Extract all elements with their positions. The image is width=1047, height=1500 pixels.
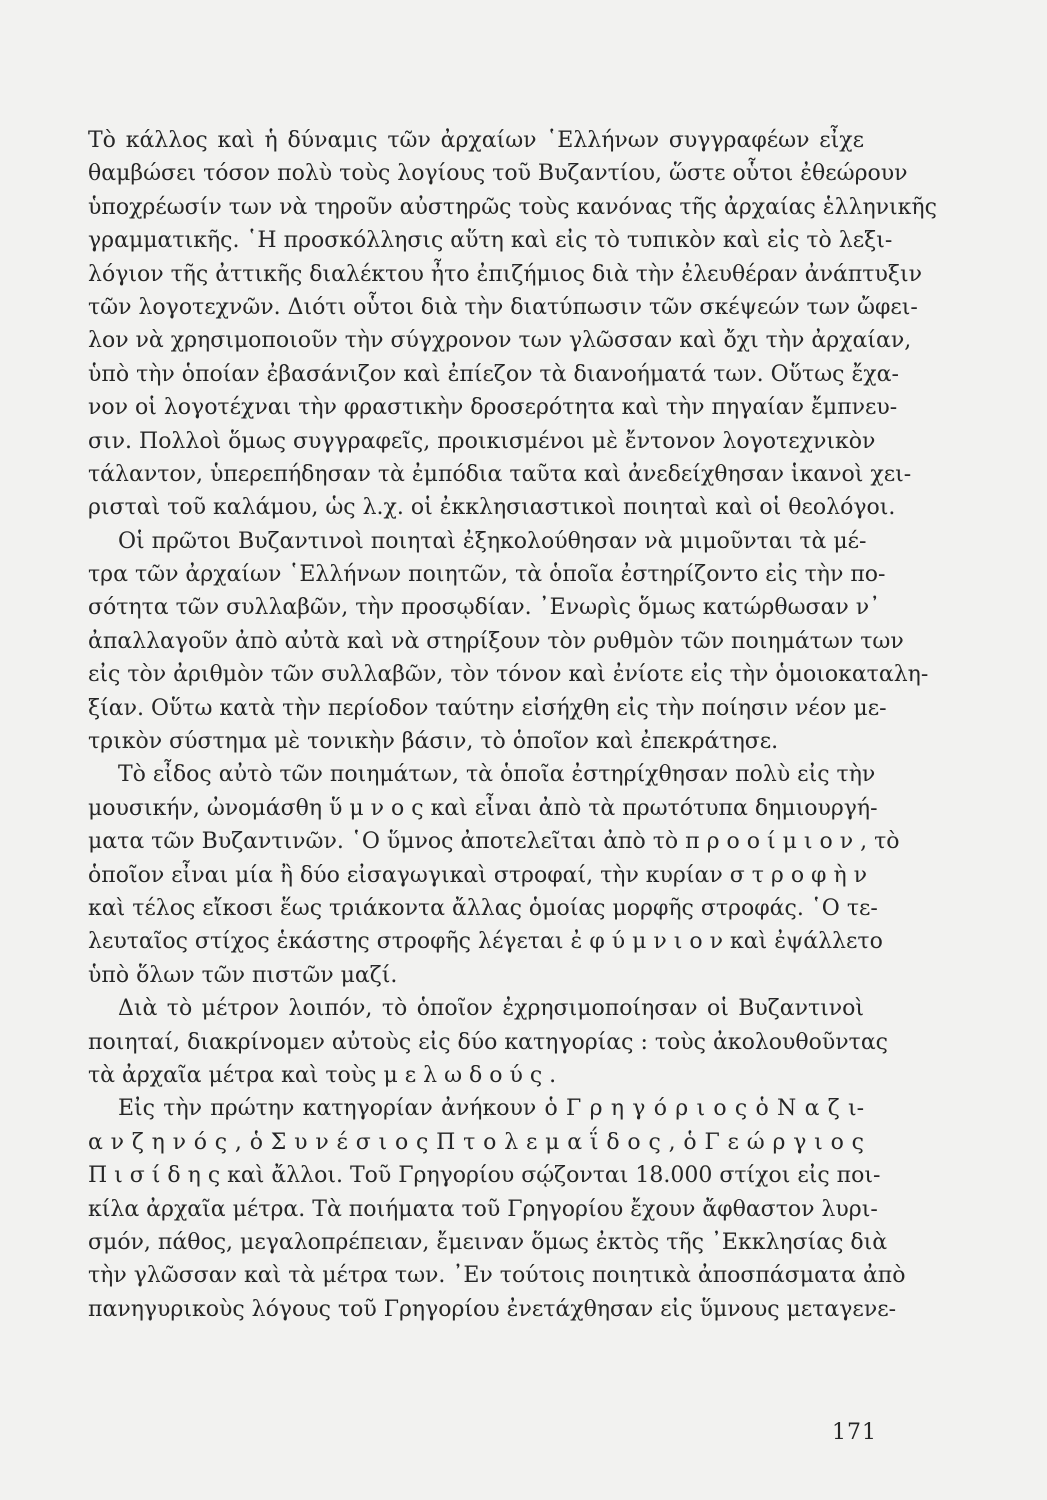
text-line: σιν. Πολλοὶ ὅμως συγγραφεῖς, προικισμένοι μὲ ἔντονον λογοτεχνικὸν (88, 428, 876, 454)
text-line: ματα τῶν Βυζαντινῶν. ῾Ο ὕμνος ἀποτελεῖται ἀπὸ τὸ π ρ ο ο ί μ ι ο ν , τὸ (88, 829, 900, 855)
text-line: θαμβώσει τόσον πολὺ τοὺς λογίους τοῦ Βυζαντίου, ὥστε οὗτοι ἐθεώρουν (88, 161, 908, 187)
text-line: ὑπὸ ὅλων τῶν πιστῶν μαζί. (88, 962, 398, 988)
text-line: κίλα ἀρχαῖα μέτρα. Τὰ ποιήματα τοῦ Γρηγορίου ἔχουν ἄφθαστον λυρι- (88, 1196, 878, 1222)
text-line: νον οἱ λογοτέχναι τὴν φραστικὴν δροσερότητα καὶ τὴν πηγαίαν ἔμπνευ- (88, 395, 898, 421)
text-line: τρα τῶν ἀρχαίων ῾Ελλήνων ποιητῶν, τὰ ὁποῖα ἐστηρίζοντο εἰς τὴν πο- (88, 562, 886, 588)
text-line: ὁποῖον εἶναι μία ἢ δύο εἰσαγωγικαὶ στροφαί, τὴν κυρίαν σ τ ρ ο φ ὴ ν (88, 862, 868, 888)
text-line: Τὸ κάλλος καὶ ἡ δύναμις τῶν ἀρχαίων ῾Ελλήνων συγγραφέων εἶχε (88, 128, 864, 153)
text-line: Οἱ πρῶτοι Βυζαντινοὶ ποιηταὶ ἐξηκολούθησαν νὰ μιμοῦνται τὰ μέ- (118, 528, 867, 554)
text-line: τὰ ἀρχαῖα μέτρα καὶ τοὺς μ ε λ ω δ ο ύ ς . (88, 1062, 557, 1088)
text-line: γραμματικῆς. ῾Η προσκόλλησις αὕτη καὶ εἰς τὸ τυπικὸν καὶ εἰς τὸ λεξι- (88, 228, 893, 254)
text-line: εἰς τὸν ἀριθμὸν τῶν συλλαβῶν, τὸν τόνον καὶ ἐνίοτε εἰς τὴν ὁμοιοκαταλη- (88, 662, 929, 688)
text-line: α ν ζ η ν ό ς , ὁ Σ υ ν έ σ ι ο ς Π τ ο λ ε μ α ΐ δ ο ς , ὁ Γ ε ώ ρ γ ι ο ς (88, 1129, 864, 1155)
text-line: ρισταὶ τοῦ καλάμου, ὡς λ.χ. οἱ ἐκκλησιαστικοὶ ποιηταὶ καὶ οἱ θεολόγοι. (88, 495, 896, 521)
text-line: ὑποχρέωσίν των νὰ τηροῦν αὐστηρῶς τοὺς κανόνας τῆς ἀρχαίας ἑλληνικῆς (88, 194, 937, 220)
text-line: Τὸ εἶδος αὐτὸ τῶν ποιημάτων, τὰ ὁποῖα ἐστηρίχθησαν πολὺ εἰς τὴν (118, 762, 876, 788)
text-line: ὑπὸ τὴν ὁποίαν ἐβασάνιζον καὶ ἐπίεζον τὰ διανοήματά των. Οὕτως ἔχα- (88, 361, 899, 387)
text-line: μουσικήν, ὠνομάσθη ὕ μ ν ο ς καὶ εἶναι ἀπὸ τὰ πρωτότυπα δημιουργή- (88, 795, 878, 821)
text-line: τὴν γλῶσσαν καὶ τὰ μέτρα των. ᾿Εν τούτοις ποιητικὰ ἀποσπάσματα ἀπὸ (88, 1263, 906, 1289)
text-line: ξίαν. Οὕτω κατὰ τὴν περίοδον ταύτην εἰσήχθη εἰς τὴν ποίησιν νέον με- (88, 695, 887, 721)
text-line: καὶ τέλος εἴκοσι ἕως τριάκοντα ἄλλας ὁμοίας μορφῆς στροφάς. ῾Ο τε- (88, 895, 878, 921)
text-line: τρικὸν σύστημα μὲ τονικὴν βάσιν, τὸ ὁποῖον καὶ ἐπεκράτησε. (88, 729, 779, 755)
text-line: τῶν λογοτεχνῶν. Διότι οὗτοι διὰ τὴν διατύπωσιν τῶν σκέψεών των ὤφει- (88, 294, 918, 320)
body-text (88, 124, 937, 1326)
text-line: τάλαντον, ὑπερεπήδησαν τὰ ἐμπόδια ταῦτα καὶ ἀνεδείχθησαν ἱκανοὶ χει- (88, 461, 912, 487)
text-line: λευταῖος στίχος ἑκάστης στροφῆς λέγεται ἐ φ ύ μ ν ι ο ν καὶ ἐψάλλετο (88, 929, 883, 955)
text-line: πανηγυρικοὺς λόγους τοῦ Γρηγορίου ἐνετάχθησαν εἰς ὕμνους μεταγενε- (88, 1296, 897, 1322)
text-line: λόγιον τῆς ἀττικῆς διαλέκτου ἦτο ἐπιζήμιος διὰ τὴν ἐλευθέραν ἀνάπτυξιν (88, 261, 922, 287)
text-line: σότητα τῶν συλλαβῶν, τὴν προσῳδίαν. ᾿Ενωρὶς ὅμως κατώρθωσαν ν᾿ (88, 595, 881, 621)
text-line: Εἰς τὴν πρώτην κατηγορίαν ἀνήκουν ὁ Γ ρ η γ ό ρ ι ο ς ὁ Ν α ζ ι- (118, 1096, 864, 1122)
text-line: λον νὰ χρησιμοποιοῦν τὴν σύγχρονον των γλῶσσαν καὶ ὄχι τὴν ἀρχαίαν, (88, 328, 912, 354)
text-line: Π ι σ ί δ η ς καὶ ἄλλοι. Τοῦ Γρηγορίου σῴζονται 18.000 στίχοι εἰς ποι- (88, 1163, 881, 1189)
text-line: ποιηταί, διακρίνομεν αὐτοὺς εἰς δύο κατηγορίας : τοὺς ἀκολουθοῦντας (88, 1029, 888, 1055)
text-line: ἀπαλλαγοῦν ἀπὸ αὐτὰ καὶ νὰ στηρίξουν τὸν ρυθμὸν τῶν ποιημάτων των (88, 628, 904, 654)
page-number: 171 (832, 1420, 877, 1445)
text-line: Διὰ τὸ μέτρον λοιπόν, τὸ ὁποῖον ἐχρησιμοποίησαν οἱ Βυζαντινοὶ (118, 996, 864, 1022)
text-line: σμόν, πάθος, μεγαλοπρέπειαν, ἔμειναν ὅμως ἐκτὸς τῆς ᾿Εκκλησίας διὰ (88, 1229, 888, 1255)
